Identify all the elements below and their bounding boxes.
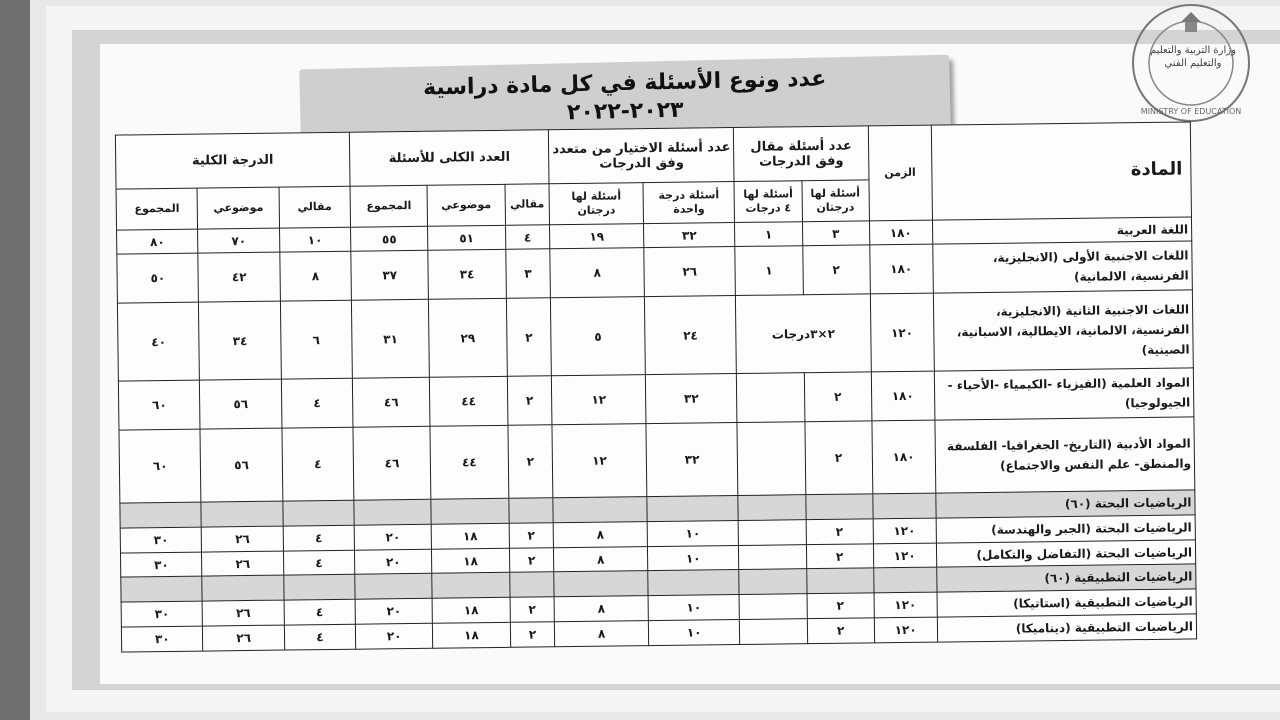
cell-essay-4 xyxy=(740,619,807,645)
cell-tm-essay: ٤ xyxy=(283,550,354,576)
cell-tq-sum: ٤٦ xyxy=(353,426,431,500)
cell-essay-4: ١ xyxy=(735,246,803,295)
cell-tq-essay: ٢ xyxy=(506,298,552,377)
cell-essay-4 xyxy=(739,544,806,570)
title-line-2: ٢٠٢٣-٢٠٢٢ xyxy=(566,97,684,126)
cell-mcq-1: ٣٢ xyxy=(643,222,735,248)
cell-tq-sum: ٢٠ xyxy=(354,549,432,575)
cell-mcq-1: ٣٢ xyxy=(645,374,737,424)
cell-tq-objective: ٢٩ xyxy=(429,298,507,377)
cell-empty xyxy=(873,568,936,594)
cell-empty xyxy=(431,498,509,524)
cell-time: ١٨٠ xyxy=(869,245,933,294)
cell-tm-sum: ٣٠ xyxy=(120,527,202,553)
cell-empty xyxy=(508,498,553,523)
cell-tm-objective: ٣٤ xyxy=(199,301,281,380)
cell-empty xyxy=(283,500,354,526)
table-row xyxy=(119,416,1195,502)
cell-essay-4 xyxy=(737,373,805,422)
cell-empty xyxy=(509,572,554,597)
cell-empty xyxy=(648,570,740,596)
cell-tq-sum: ٣١ xyxy=(351,299,429,378)
cell-tq-essay: ٢ xyxy=(510,622,555,647)
cell-essay-merged: ٢×٣درجات xyxy=(736,294,871,374)
cell-empty xyxy=(355,574,433,600)
cell-subject: الرياضيات التطبيقية (ديناميكا) xyxy=(937,614,1197,642)
cell-tq-essay: ٣ xyxy=(505,249,550,298)
cell-essay-2: ٢ xyxy=(806,519,873,545)
seal-arabic-text: وزارة التربية والتعليم والتعليم الفني xyxy=(1150,45,1236,69)
cell-empty xyxy=(739,569,806,595)
cell-subject: المواد الأدبية (التاريخ- الجغرافيا- الفلسفة والمنطق- علم النفس والاجتماع) xyxy=(935,416,1195,493)
cell-tq-objective: ١٨ xyxy=(432,598,510,624)
cell-tm-essay: ٤ xyxy=(283,525,354,551)
header-time: الزمن xyxy=(868,125,932,220)
cell-mcq-2: ٨ xyxy=(554,546,648,572)
cell-tm-sum: ٤٠ xyxy=(117,302,199,381)
cell-tq-objective: ٥١ xyxy=(428,225,506,251)
cell-empty xyxy=(121,576,203,602)
svg-text:MINISTRY OF EDUCATION: MINISTRY OF EDUCATION xyxy=(1140,107,1242,116)
cell-mcq-1: ١٠ xyxy=(648,595,740,621)
cell-tm-sum: ٥٠ xyxy=(117,254,199,303)
cell-tq-objective: ١٨ xyxy=(432,548,510,574)
cell-empty xyxy=(553,497,647,523)
cell-essay-2: ٢ xyxy=(804,372,872,421)
cell-tq-sum: ٣٧ xyxy=(351,251,429,300)
cell-essay-2: ٢ xyxy=(806,543,873,569)
table-row xyxy=(117,290,1193,381)
cell-tm-objective: ٧٠ xyxy=(198,228,280,254)
header-total-questions: العدد الكلى للأسئلة xyxy=(349,130,549,187)
cell-tm-essay: ٤ xyxy=(284,599,355,625)
header-total-marks: الدرجة الكلية xyxy=(115,132,350,189)
cell-empty xyxy=(201,501,283,527)
cell-empty xyxy=(647,495,739,521)
header-tq-essay: مقالي xyxy=(505,184,550,225)
cell-essay-2: ٢ xyxy=(802,245,870,294)
cell-tm-sum: ٣٠ xyxy=(120,552,202,578)
cell-tm-essay: ٤ xyxy=(284,624,355,650)
cell-mcq-1: ١٠ xyxy=(647,520,739,546)
cell-subject: الرياضيات البحتة (٦٠) xyxy=(935,490,1195,518)
cell-tm-objective: ٢٦ xyxy=(202,526,284,552)
cell-essay-4 xyxy=(739,519,806,545)
cell-tm-objective: ٤٢ xyxy=(198,253,280,302)
cell-tm-objective: ٥٦ xyxy=(200,428,282,502)
cell-mcq-2: ٨ xyxy=(555,621,649,647)
cell-tq-essay: ٢ xyxy=(510,597,555,622)
cell-empty xyxy=(738,495,805,521)
cell-mcq-2: ١٢ xyxy=(552,423,646,497)
cell-tm-essay: ٦ xyxy=(280,300,352,379)
header-mcq-1: أسئلة درجة واحدة xyxy=(643,182,735,223)
cell-subject: اللغات الاجنبية الثانية (الانجليزية، الفرنسية، الالمانية، الايطالية، الاسبانية، الصينية) xyxy=(933,290,1193,371)
cell-tm-sum: ٣٠ xyxy=(121,601,203,627)
cell-mcq-2: ٨ xyxy=(553,521,647,547)
cell-tm-essay: ٤ xyxy=(281,378,353,427)
cell-tq-sum: ٤٦ xyxy=(352,377,430,426)
cell-essay-2: ٣ xyxy=(802,221,869,247)
cell-tq-sum: ٢٠ xyxy=(355,623,433,649)
cell-tq-objective: ١٨ xyxy=(431,523,509,549)
cell-empty xyxy=(554,571,648,597)
cell-tm-sum: ٣٠ xyxy=(121,626,203,652)
cell-tq-objective: ١٨ xyxy=(433,622,511,648)
cell-tm-essay: ١٠ xyxy=(279,227,350,253)
header-tm-sum: المجموع xyxy=(116,188,198,229)
cell-empty xyxy=(202,576,284,602)
title-line-1: عدد ونوع الأسئلة في كل مادة دراسية xyxy=(422,66,827,101)
cell-time: ١٢٠ xyxy=(873,518,936,544)
cell-essay-2: ٢ xyxy=(807,618,874,644)
cell-tm-essay: ٨ xyxy=(280,252,352,301)
cell-mcq-2: ٨ xyxy=(554,596,648,622)
cell-tq-sum: ٥٥ xyxy=(351,226,429,252)
cell-tm-sum: ٦٠ xyxy=(118,380,200,429)
cell-essay-2: ٢ xyxy=(807,593,874,619)
cell-mcq-1: ١٠ xyxy=(647,545,739,571)
cell-time: ١٢٠ xyxy=(873,543,936,569)
cell-time: ١٨٠ xyxy=(869,220,932,246)
header-essay-4: أسئلة لها ٤ درجات xyxy=(734,181,802,222)
cell-tq-essay: ٢ xyxy=(509,547,554,572)
header-tm-objective: موضوعي xyxy=(198,187,280,228)
cell-empty xyxy=(354,499,432,525)
cell-empty xyxy=(872,493,935,519)
header-mcq-group: عدد أسئلة الاختيار من متعدد وفق الدرجات xyxy=(549,128,735,185)
cell-tq-objective: ٣٤ xyxy=(428,250,506,299)
cell-tq-objective: ٤٤ xyxy=(430,425,508,499)
cell-empty xyxy=(284,575,355,601)
cell-time: ١٢٠ xyxy=(874,617,937,643)
cell-essay-4: ١ xyxy=(735,221,802,247)
cell-tq-sum: ٢٠ xyxy=(354,524,432,550)
cell-tq-sum: ٢٠ xyxy=(355,599,433,625)
header-subject: المادة xyxy=(931,122,1191,220)
cell-tq-essay: ٢ xyxy=(507,376,552,425)
cell-empty xyxy=(432,573,510,599)
cell-essay-4 xyxy=(737,421,805,495)
cell-mcq-1: ٣٢ xyxy=(646,422,738,496)
cell-tm-sum: ٦٠ xyxy=(119,429,201,503)
cell-tm-objective: ٢٦ xyxy=(203,625,285,651)
cell-time: ١٢٠ xyxy=(874,592,937,618)
cell-subject: المواد العلمية (الفيزياء -الكيمياء -الأحياء - الجيولوجيا) xyxy=(934,368,1194,420)
header-tq-objective: موضوعي xyxy=(427,185,505,226)
cell-tm-essay: ٤ xyxy=(282,427,354,501)
table-body xyxy=(117,217,1197,652)
cell-mcq-1: ٢٦ xyxy=(644,247,736,297)
cell-subject: اللغات الاجنبية الأولى (الانجليزية، الفرنسية، الالمانية) xyxy=(932,241,1192,293)
cell-empty xyxy=(120,502,202,528)
cell-tm-objective: ٢٦ xyxy=(202,551,284,577)
cell-time: ١٢٠ xyxy=(870,293,934,372)
cell-tq-essay: ٢ xyxy=(508,424,554,498)
cell-empty xyxy=(805,494,872,520)
header-mcq-2: أسئلة لها درجتان xyxy=(549,183,643,224)
cell-mcq-2: ٨ xyxy=(550,248,644,298)
cell-essay-4 xyxy=(739,594,806,620)
cell-tm-objective: ٢٦ xyxy=(203,600,285,626)
header-essay-2: أسئلة لها درجتان xyxy=(802,180,870,221)
cell-time: ١٨٠ xyxy=(872,420,936,494)
cell-mcq-1: ١٠ xyxy=(648,620,740,646)
cell-mcq-2: ١٢ xyxy=(552,375,646,425)
header-essay-group: عدد أسئلة مقال وفق الدرجات xyxy=(734,126,869,182)
cell-mcq-2: ٥ xyxy=(551,297,646,376)
cell-mcq-2: ١٩ xyxy=(550,223,644,249)
cell-tq-essay: ٤ xyxy=(505,224,550,249)
cell-essay-2: ٢ xyxy=(804,420,872,494)
cell-subject: الرياضيات البحتة (الجبر والهندسة) xyxy=(936,515,1196,543)
header-tq-sum: المجموع xyxy=(350,186,428,227)
cell-subject: الرياضيات التطبيقية (استاتيكا) xyxy=(937,589,1197,617)
cell-tq-essay: ٢ xyxy=(509,523,554,548)
cell-mcq-1: ٢٤ xyxy=(644,296,736,375)
cell-subject: الرياضيات البحتة (التفاضل والتكامل) xyxy=(936,540,1196,568)
cell-empty xyxy=(806,568,873,594)
cell-tq-objective: ٤٤ xyxy=(430,376,508,425)
cell-tm-objective: ٥٦ xyxy=(200,379,282,428)
cell-subject: اللغة العربية xyxy=(932,217,1192,245)
cell-tm-sum: ٨٠ xyxy=(117,229,199,255)
cell-time: ١٨٠ xyxy=(871,371,935,420)
cell-subject: الرياضيات التطبيقية (٦٠) xyxy=(936,564,1196,592)
questions-table xyxy=(115,121,1197,652)
header-tm-essay: مقالي xyxy=(279,187,351,228)
